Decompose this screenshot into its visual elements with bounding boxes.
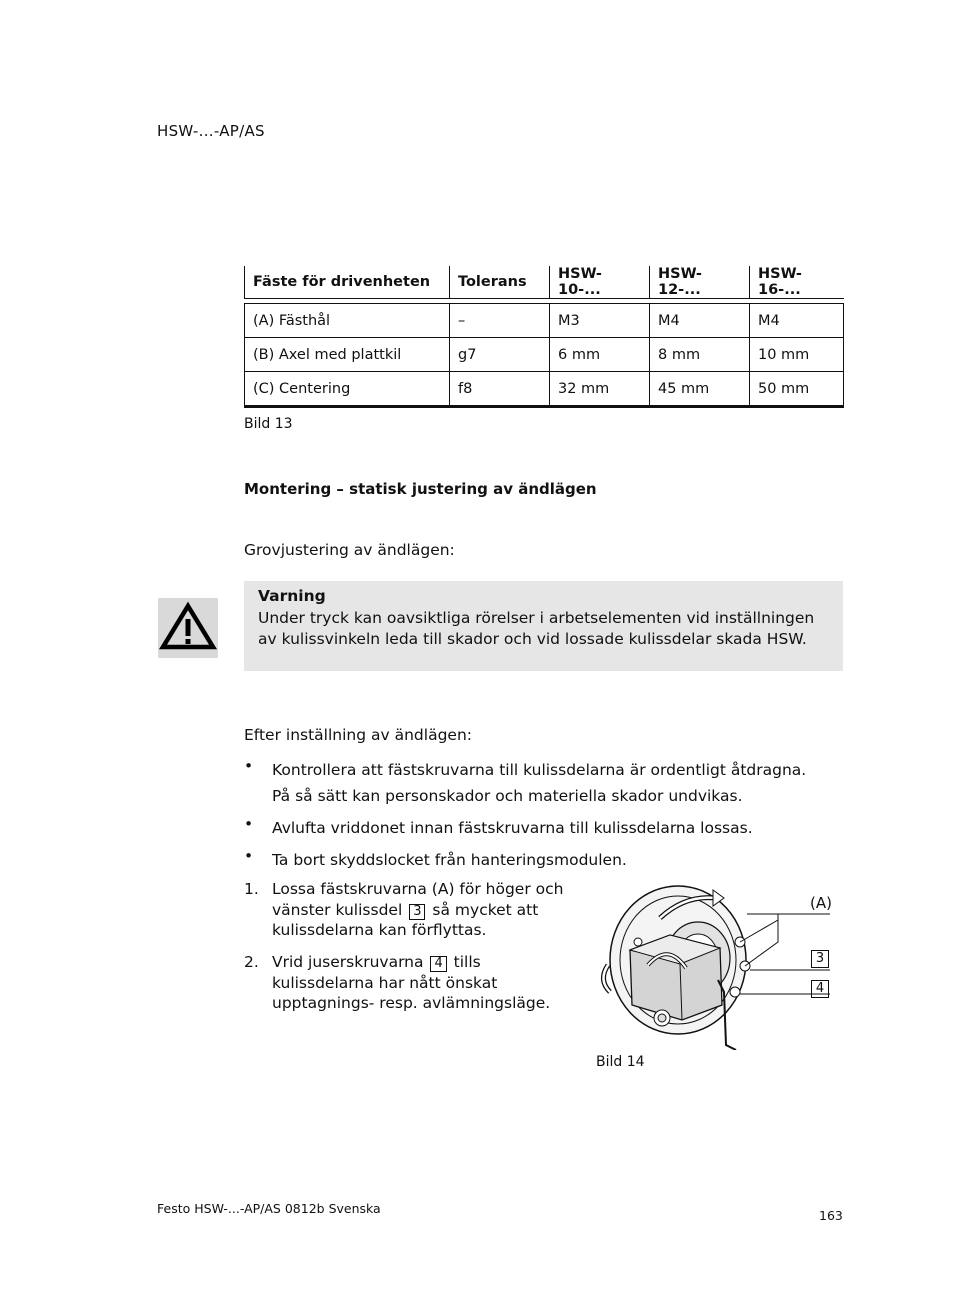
spec-table bbox=[244, 266, 844, 408]
figure-label-a: (A) bbox=[810, 894, 832, 912]
page-number: 163 bbox=[819, 1208, 843, 1223]
table-cell: M4 bbox=[650, 304, 750, 338]
table-header-cell: Fäste för drivenheten bbox=[245, 266, 450, 299]
table-header-cell: HSW-16-... bbox=[750, 266, 844, 299]
table-caption: Bild 13 bbox=[244, 416, 293, 432]
figure-caption: Bild 14 bbox=[596, 1054, 645, 1070]
table-header-cell: HSW-12-... bbox=[650, 266, 750, 299]
bullet-mark: • bbox=[244, 847, 254, 865]
table-cell: 10 mm bbox=[750, 338, 844, 372]
table-row bbox=[245, 304, 844, 338]
table-cell: 6 mm bbox=[550, 338, 650, 372]
table-row bbox=[245, 338, 844, 372]
table-cell: (C) Centering bbox=[245, 372, 450, 407]
page-header: HSW-...-AP/AS bbox=[157, 122, 265, 140]
table-cell: 45 mm bbox=[650, 372, 750, 407]
table-cell: (A) Fästhål bbox=[245, 304, 450, 338]
figure-14 bbox=[590, 880, 840, 1050]
bullet-text: På så sätt kan personskador och materiella skador undvikas. bbox=[272, 787, 743, 805]
warning-box bbox=[244, 581, 843, 671]
table-cell: f8 bbox=[450, 372, 550, 407]
intro-text: Grovjustering av ändlägen: bbox=[244, 541, 455, 559]
figure-label-3: 3 bbox=[811, 950, 829, 968]
section-heading: Montering – statisk justering av ändlägen bbox=[244, 480, 597, 498]
after-heading: Efter inställning av ändlägen: bbox=[244, 726, 472, 744]
table-cell: (B) Axel med plattkil bbox=[245, 338, 450, 372]
ref-box: 3 bbox=[409, 904, 425, 920]
step-text-part: Vrid juserskruvarna bbox=[272, 953, 424, 971]
table-header-cell: Tolerans bbox=[450, 266, 550, 299]
bullet-mark: • bbox=[244, 815, 254, 833]
step-text-part: så mycket att kulissdelarna kan förflyttas. bbox=[272, 900, 539, 939]
table-cell: – bbox=[450, 304, 550, 338]
warning-title: Varning bbox=[258, 587, 326, 605]
table-header-cell: HSW-10-... bbox=[550, 266, 650, 299]
bullet-text: Avlufta vriddonet innan fästskruvarna till kulissdelarna lossas. bbox=[272, 819, 753, 837]
step-number: 1. bbox=[244, 880, 259, 898]
table-cell: 32 mm bbox=[550, 372, 650, 407]
step-text-part: Lossa fästskruvarna (A) för höger och vänster kulissdel bbox=[272, 880, 564, 919]
bullet-text: Ta bort skyddslocket från hanteringsmodulen. bbox=[272, 851, 627, 869]
table-cell: 50 mm bbox=[750, 372, 844, 407]
figure-label-4: 4 bbox=[811, 980, 829, 998]
table-cell: M4 bbox=[750, 304, 844, 338]
mechanism-drawing bbox=[590, 880, 840, 1050]
table-cell: 8 mm bbox=[650, 338, 750, 372]
step-text-part: tills kulissdelarna har nått önskat upptagnings- resp. avlämningsläge. bbox=[272, 953, 551, 1012]
footer-text: Festo HSW-...-AP/AS 0812b Svenska bbox=[157, 1201, 381, 1216]
table-row bbox=[245, 372, 844, 407]
table-cell: M3 bbox=[550, 304, 650, 338]
table-header-row bbox=[245, 266, 844, 299]
bullet-text: Kontrollera att fästskruvarna till kulissdelarna är ordentligt åtdragna. bbox=[272, 761, 807, 779]
step-number: 2. bbox=[244, 953, 259, 971]
step-text bbox=[272, 879, 572, 941]
ref-box: 4 bbox=[430, 956, 446, 972]
table-cell: g7 bbox=[450, 338, 550, 372]
warning-icon bbox=[158, 598, 218, 658]
warning-text: Under tryck kan oavsiktliga rörelser i arbetselementen vid inställningen av kulissvinkeln leda till skador och vid lossade kulissdelar skada HSW. bbox=[258, 609, 815, 648]
bullet-mark: • bbox=[244, 757, 254, 775]
step-text bbox=[272, 952, 572, 1014]
